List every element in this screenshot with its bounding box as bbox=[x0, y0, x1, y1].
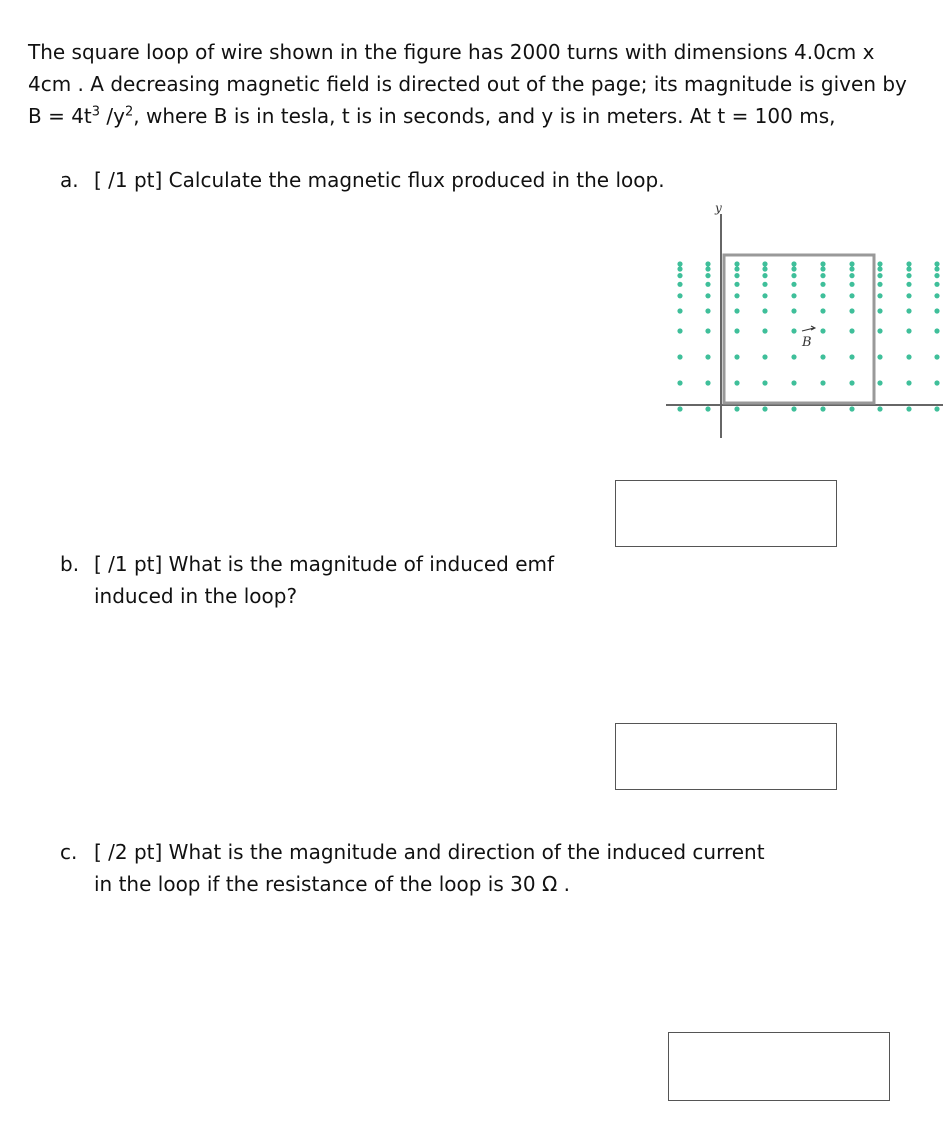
field-dot bbox=[820, 266, 825, 271]
field-dot bbox=[791, 328, 796, 333]
question-a bbox=[60, 164, 665, 196]
field-dot bbox=[734, 261, 739, 266]
answer-box-a[interactable] bbox=[615, 480, 837, 547]
field-dot bbox=[820, 261, 825, 266]
field-dot bbox=[906, 328, 911, 333]
field-dot bbox=[820, 406, 825, 411]
field-dot bbox=[705, 328, 710, 333]
field-dot bbox=[877, 380, 882, 385]
field-dot bbox=[677, 261, 682, 266]
field-dot bbox=[734, 273, 739, 278]
answer-box-c[interactable] bbox=[668, 1032, 890, 1101]
field-dot bbox=[820, 273, 825, 278]
field-dot bbox=[934, 266, 939, 271]
field-dot bbox=[677, 354, 682, 359]
field-dot bbox=[734, 282, 739, 287]
question-b-line2: induced in the loop? bbox=[94, 584, 298, 608]
problem-statement bbox=[28, 36, 908, 132]
field-dot bbox=[762, 261, 767, 266]
question-b-line1: [ /1 pt] What is the magnitude of induced emf bbox=[94, 552, 555, 576]
field-dot bbox=[791, 380, 796, 385]
field-dot bbox=[906, 293, 911, 298]
y-axis-label: y bbox=[715, 201, 722, 215]
field-dot bbox=[677, 308, 682, 313]
field-dot bbox=[906, 406, 911, 411]
field-dot bbox=[849, 406, 854, 411]
field-dot bbox=[705, 380, 710, 385]
field-dot bbox=[849, 308, 854, 313]
field-dot bbox=[762, 293, 767, 298]
field-dot bbox=[762, 354, 767, 359]
field-dot bbox=[734, 308, 739, 313]
field-dot bbox=[734, 328, 739, 333]
field-dot bbox=[705, 273, 710, 278]
question-b-label: b. bbox=[60, 552, 80, 576]
field-dot bbox=[849, 282, 854, 287]
question-a-text: [ /1 pt] Calculate the magnetic flux produced in the loop. bbox=[94, 168, 665, 192]
field-dot bbox=[791, 261, 796, 266]
field-dot bbox=[877, 266, 882, 271]
field-dot bbox=[934, 282, 939, 287]
field-dot bbox=[791, 406, 796, 411]
field-dot bbox=[705, 308, 710, 313]
field-dot bbox=[906, 282, 911, 287]
field-dot bbox=[820, 328, 825, 333]
field-dot bbox=[849, 266, 854, 271]
field-dot bbox=[705, 261, 710, 266]
field-dot bbox=[677, 282, 682, 287]
field-dot bbox=[791, 282, 796, 287]
field-dot bbox=[791, 354, 796, 359]
field-dot bbox=[906, 380, 911, 385]
field-dot bbox=[734, 266, 739, 271]
field-dot bbox=[877, 354, 882, 359]
answer-box-b[interactable] bbox=[615, 723, 837, 790]
field-dot bbox=[762, 328, 767, 333]
field-dot bbox=[791, 266, 796, 271]
field-dot bbox=[934, 406, 939, 411]
field-dot bbox=[734, 406, 739, 411]
field-dot bbox=[906, 273, 911, 278]
field-dot bbox=[877, 406, 882, 411]
field-dot bbox=[849, 328, 854, 333]
field-dot bbox=[934, 273, 939, 278]
field-dot bbox=[877, 293, 882, 298]
field-dot bbox=[734, 354, 739, 359]
field-dot bbox=[906, 354, 911, 359]
question-b bbox=[60, 548, 554, 612]
field-dot bbox=[677, 273, 682, 278]
field-dot bbox=[734, 380, 739, 385]
field-dot bbox=[820, 308, 825, 313]
field-dot bbox=[677, 380, 682, 385]
field-dot bbox=[677, 266, 682, 271]
field-dot bbox=[762, 273, 767, 278]
exponent-y: 2 bbox=[124, 104, 134, 120]
field-dot bbox=[762, 308, 767, 313]
field-dot bbox=[906, 308, 911, 313]
field-dot bbox=[849, 380, 854, 385]
field-dot bbox=[877, 273, 882, 278]
field-dot bbox=[849, 354, 854, 359]
field-dot bbox=[934, 354, 939, 359]
field-dot bbox=[762, 380, 767, 385]
problem-text-1: The square loop of wire shown in the figure has 2000 turns with dimensions 4.0cm x 4cm . A decreasing magnetic field is directed out of the page; its magnitude is given by B = 4t bbox=[28, 40, 907, 128]
field-dot bbox=[877, 282, 882, 287]
field-dot bbox=[705, 266, 710, 271]
field-dot bbox=[820, 380, 825, 385]
field-dot bbox=[705, 354, 710, 359]
field-dot bbox=[677, 293, 682, 298]
field-dot bbox=[705, 406, 710, 411]
problem-text-2: /y bbox=[100, 104, 125, 128]
field-dot bbox=[762, 406, 767, 411]
field-dot bbox=[762, 282, 767, 287]
problem-text-3: , where B is in tesla, t is in seconds, and y is in meters. At t = 100 ms, bbox=[133, 104, 836, 128]
exponent-t: 3 bbox=[91, 104, 101, 120]
question-c-line1: [ /2 pt] What is the magnitude and direction of the induced current bbox=[94, 840, 765, 864]
field-dot bbox=[934, 380, 939, 385]
field-dot bbox=[906, 266, 911, 271]
field-vector-label: B bbox=[802, 335, 812, 350]
field-dot bbox=[849, 261, 854, 266]
field-dot bbox=[791, 293, 796, 298]
field-dot bbox=[820, 293, 825, 298]
field-dot bbox=[677, 406, 682, 411]
field-dot bbox=[877, 261, 882, 266]
field-dot bbox=[934, 328, 939, 333]
field-dot bbox=[934, 293, 939, 298]
field-dot bbox=[849, 293, 854, 298]
field-dot bbox=[734, 293, 739, 298]
field-dot bbox=[906, 261, 911, 266]
field-dot bbox=[791, 273, 796, 278]
field-dot bbox=[934, 308, 939, 313]
field-dot bbox=[820, 282, 825, 287]
field-dot bbox=[934, 261, 939, 266]
field-dot bbox=[877, 308, 882, 313]
question-c-line2: in the loop if the resistance of the loop is 30 Ω . bbox=[94, 872, 570, 896]
question-c-label: c. bbox=[60, 840, 78, 864]
question-c bbox=[60, 836, 765, 900]
field-dot bbox=[762, 266, 767, 271]
field-dot bbox=[791, 308, 796, 313]
field-dot bbox=[677, 328, 682, 333]
field-dot bbox=[705, 282, 710, 287]
field-dot bbox=[705, 293, 710, 298]
magnetic-field-figure bbox=[666, 198, 943, 438]
field-dot bbox=[820, 354, 825, 359]
field-dot bbox=[877, 328, 882, 333]
field-dot bbox=[849, 273, 854, 278]
question-a-label: a. bbox=[60, 168, 79, 192]
